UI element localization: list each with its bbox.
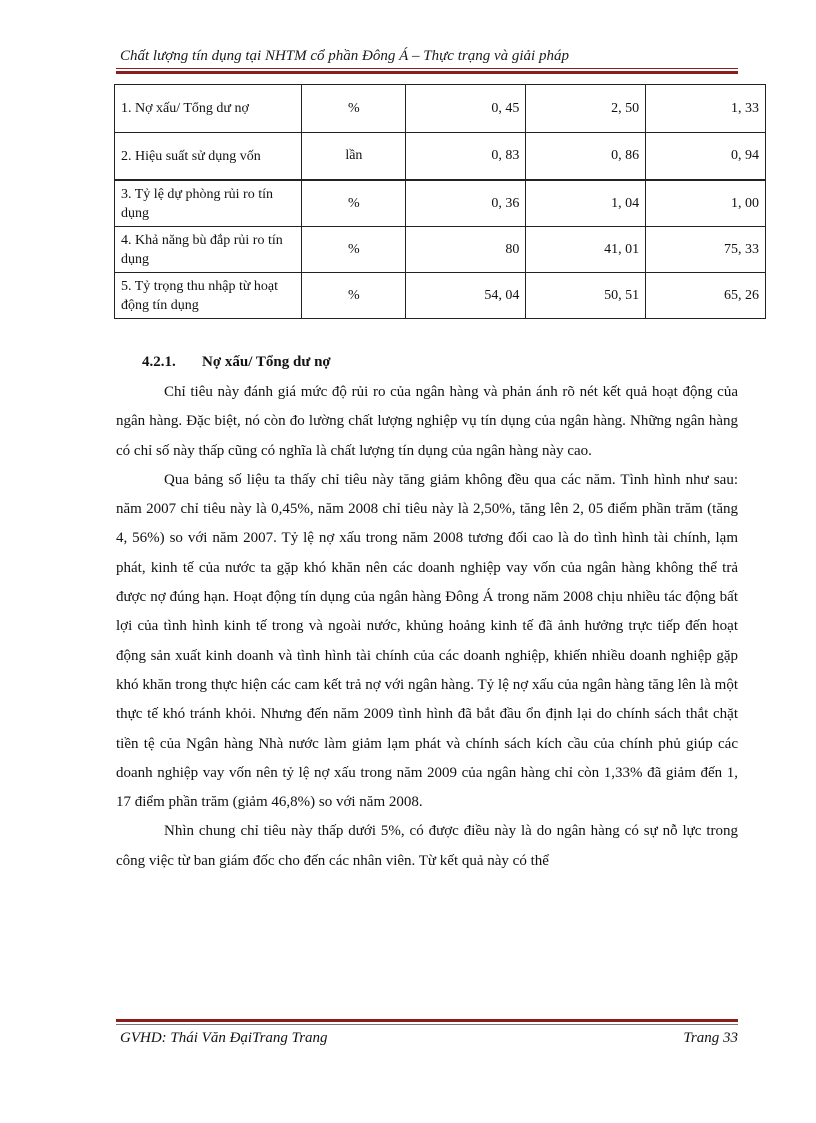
value-2009: 1, 00 — [646, 180, 766, 227]
row-unit: % — [302, 273, 406, 319]
footer-advisor: GVHD: Thái Văn ĐạiTrang Trang — [120, 1030, 328, 1046]
body-text — [116, 378, 738, 876]
value-2009: 1, 33 — [646, 85, 766, 133]
value-2007: 0, 83 — [406, 133, 526, 181]
value-2009: 75, 33 — [646, 227, 766, 273]
value-2008: 2, 50 — [526, 85, 646, 133]
table-row — [115, 180, 766, 227]
row-label: 4. Khả năng bù đắp rủi ro tín dụng — [115, 227, 302, 273]
value-2007: 0, 36 — [406, 180, 526, 227]
paragraph: Nhìn chung chỉ tiêu này thấp dưới 5%, có được điều này là do ngân hàng có sự nỗ lực trong công việc từ ban giám đốc cho đến các nhân viên. Từ kết quả này có thể — [116, 823, 738, 869]
row-label: 3. Tỷ lệ dự phòng rủi ro tín dụng — [115, 180, 302, 227]
value-2009: 0, 94 — [646, 133, 766, 181]
section-title: Nợ xấu/ Tổng dư nợ — [202, 354, 331, 370]
row-label: 2. Hiệu suất sử dụng vốn — [115, 133, 302, 181]
value-2007: 0, 45 — [406, 85, 526, 133]
page-number: Trang 33 — [683, 1030, 738, 1046]
row-label: 1. Nợ xấu/ Tổng dư nợ — [115, 85, 302, 133]
value-2009: 65, 26 — [646, 273, 766, 319]
row-unit: lần — [302, 133, 406, 181]
paragraph: Qua bảng số liệu ta thấy chỉ tiêu này tăng giảm không đều qua các năm. Tình hình như sau: năm 2007 chỉ tiêu này là 0,45%, năm 2008 chỉ tiêu này là 2,50%, tăng lên 2, 05 điểm phần trăm (tăng 4, 56%) so với năm 2007. Tỷ lệ nợ xấu trong năm 2008 tương đối cao là do tình hình tài chính, lạm phát, kinh tế của nước ta gặp khó khăn nên các doanh nghiệp vay vốn của ngân hàng không thể trả được nợ đúng hạn. Hoạt động tín dụng của ngân hàng Đông Á trong năm 2008 chịu nhiều tác động bất lợi của tình hình kinh tế trong và ngoài nước, khủng hoảng kinh tế đã ảnh hưởng trực tiếp đến hoạt động sản xuất kinh doanh và tình hình tài chính của các doanh nghiệp, khiến nhiều doanh nghiệp gặp khó khăn trong thực hiện các cam kết trả nợ với ngân hàng. Tỷ lệ nợ xấu của ngân hàng tăng lên là một thực tế khó tránh khỏi. Nhưng đến năm 2009 tình hình đã bắt đầu ổn định lại do chính sách thắt chặt tiền tệ của Ngân hàng Nhà nước làm giảm lạm phát và chính sách kích cầu của chính phủ giúp các doanh nghiệp vay vốn nên tỷ lệ nợ xấu trong năm 2009 của ngân hàng chỉ còn 1,33% đã giảm đến 1, 17 điểm phần trăm (giảm 46,8%) so với năm 2008. — [116, 471, 738, 811]
table-row — [115, 133, 766, 181]
value-2007: 54, 04 — [406, 273, 526, 319]
value-2008: 50, 51 — [526, 273, 646, 319]
footer-rule-bottom — [116, 1024, 738, 1025]
value-2008: 41, 01 — [526, 227, 646, 273]
header-rule-bottom — [116, 71, 738, 74]
section-heading — [142, 354, 331, 371]
page-footer — [120, 1030, 738, 1047]
footer-rule-top — [116, 1019, 738, 1022]
row-unit: % — [302, 85, 406, 133]
table-row — [115, 85, 766, 133]
paragraph: Chỉ tiêu này đánh giá mức độ rủi ro của ngân hàng và phản ánh rõ nét kết quả hoạt động của ngân hàng. Đặc biệt, nó còn đo lường chất lượng nghiệp vụ tín dụng của ngân hàng. Những ngân hàng có chỉ số này thấp cũng có nghĩa là chất lượng tín dụng của ngân hàng này cao. — [116, 384, 738, 459]
value-2008: 1, 04 — [526, 180, 646, 227]
table-row — [115, 227, 766, 273]
value-2007: 80 — [406, 227, 526, 273]
row-unit: % — [302, 227, 406, 273]
row-unit: % — [302, 180, 406, 227]
header-rule-top — [116, 68, 738, 69]
value-2008: 0, 86 — [526, 133, 646, 181]
indicator-table — [114, 84, 766, 319]
row-label: 5. Tỷ trọng thu nhập từ hoạt động tín dụng — [115, 273, 302, 319]
table-row — [115, 273, 766, 319]
section-number: 4.2.1. — [142, 354, 176, 370]
page-header-title: Chất lượng tín dụng tại NHTM cổ phần Đông Á – Thực trạng và giải pháp — [120, 48, 569, 64]
